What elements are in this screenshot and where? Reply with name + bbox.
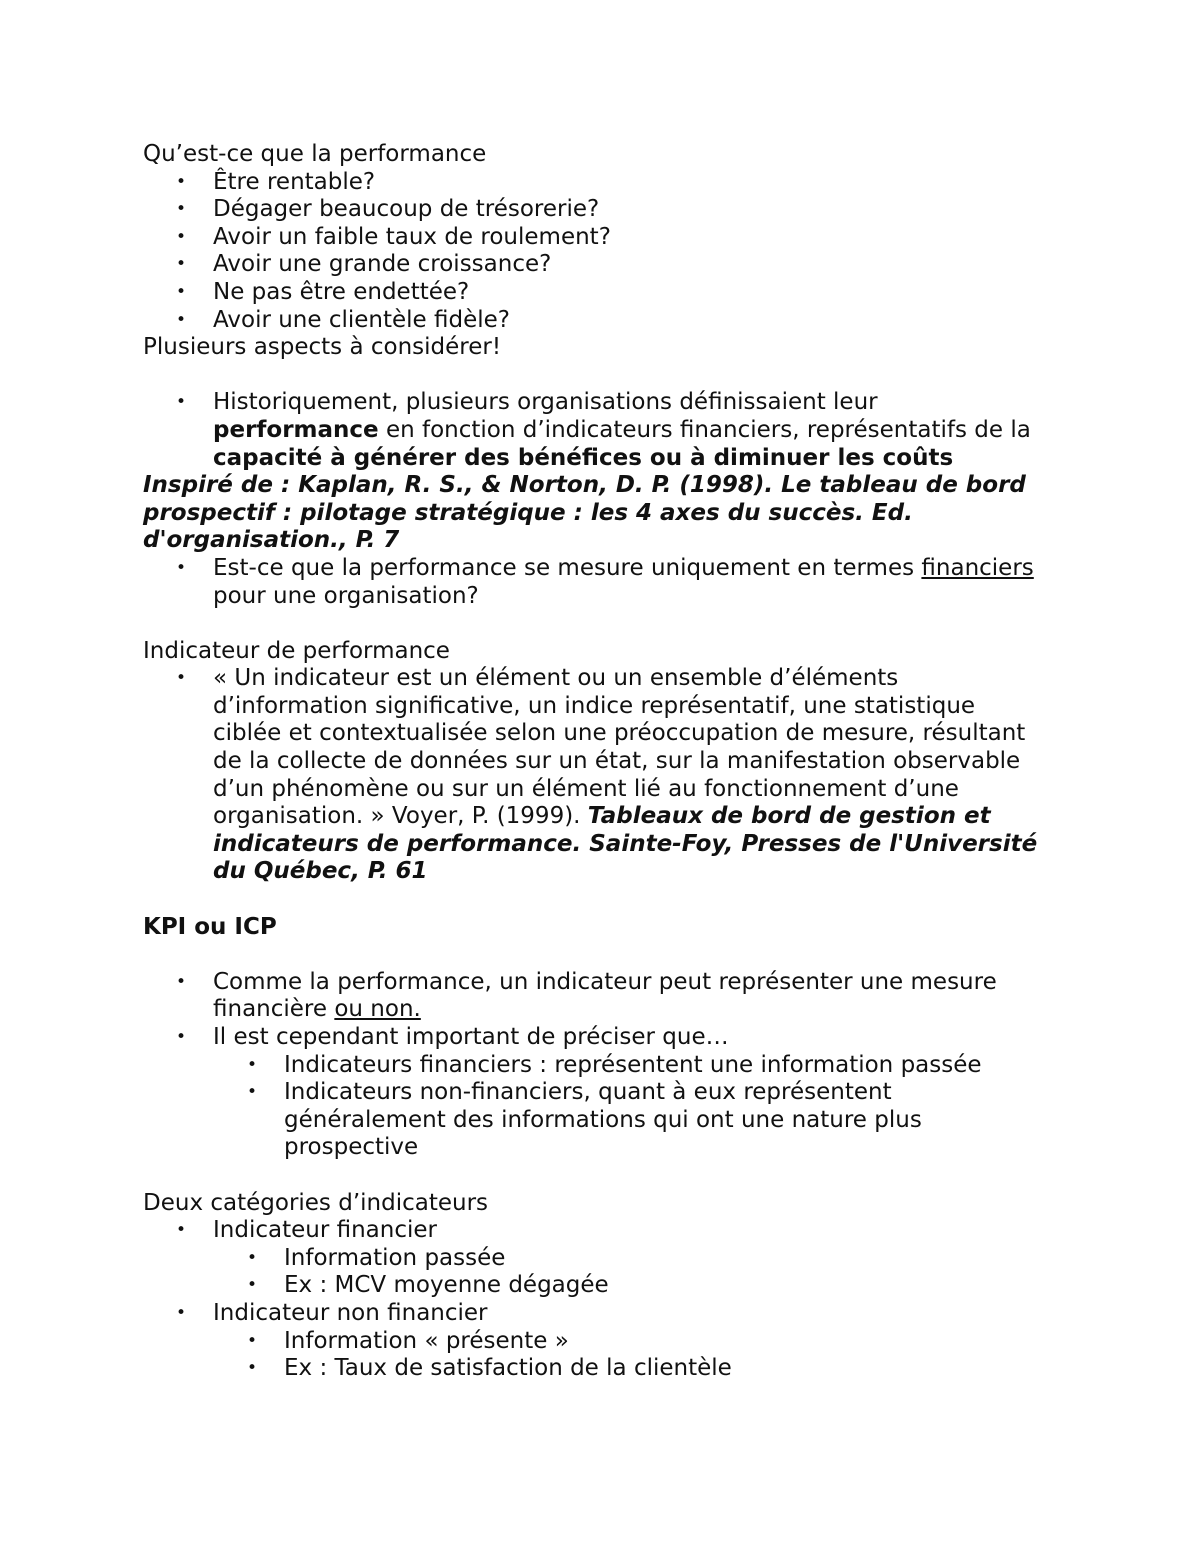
citation-line: Inspiré de : Kaplan, R. S., & Norton, D. P. (1998). Le tableau de bord [143,472,1026,499]
bullet-icon: • [247,1358,258,1379]
bold-term: performance [213,416,379,443]
history-line: performance en fonction d’indicateurs financiers, représentatifs de la [213,416,1031,443]
section-title: Qu’est-ce que la performance [143,141,487,167]
bullet-icon: • [247,1082,258,1103]
quote-line: ciblée et contextualisée selon une préoccupation de mesure, résultant [213,720,1026,747]
sub-list-item: • Ex : Taux de satisfaction de la clientèle [247,1355,732,1382]
bullet-icon: • [176,281,187,302]
bullet-icon: • [247,1275,258,1296]
sub-list-item: • Indicateurs non-financiers, quant à eux représentent [247,1079,892,1106]
bullet-icon: • [176,226,187,247]
blank-line [143,886,1073,914]
sub-list-line: généralement des informations qui ont une nature plus [284,1106,922,1133]
list-item: • Comme la performance, un indicateur peut représenter une mesure [176,968,997,995]
document-body [143,141,1073,1383]
list-item: • Dégager beaucoup de trésorerie? [176,196,600,223]
question-line: pour une organisation? [213,582,479,609]
bullet-icon: • [176,971,187,992]
blank-line [143,941,1073,969]
underlined-phrase: ou non. [334,996,421,1023]
section-title: Indicateur de performance [143,637,450,664]
list-item: • Avoir une grande croissance? [176,251,552,278]
list-item: • Ne pas être endettée? [176,278,470,305]
list-line: financière ou non. [213,996,421,1023]
section-title: KPI ou ICP [143,913,277,940]
list-item: • Avoir une clientèle fidèle? [176,306,511,333]
list-item: • Indicateur financier [176,1217,437,1244]
list-item: • Indicateur non financier [176,1299,488,1326]
section-note: Plusieurs aspects à considérer! [143,334,502,361]
bullet-icon: • [176,1027,187,1047]
bullet-icon: • [176,1220,187,1241]
bullet-icon: • [176,254,187,275]
bullet-icon: • [176,668,187,689]
bullet-icon: • [176,1302,187,1323]
quote-line: de la collecte de données sur un état, sur la manifestation observable [213,748,1021,775]
sub-list-item: • Indicateurs financiers : représentent une information passée [247,1051,982,1078]
underlined-word: financiers [921,554,1034,581]
list-item: • Avoir un faible taux de roulement? [176,223,611,250]
bullet-icon: • [176,557,187,578]
list-item: • Être rentable? [176,168,376,195]
citation-line: d'organisation., P. 7 [143,527,400,554]
bold-phrase: capacité à générer des bénéfices ou à diminuer les coûts [213,444,954,471]
bullet-icon: • [176,171,187,192]
citation-line: du Québec, P. 61 [213,858,428,885]
bullet-icon: • [176,199,187,220]
sub-list-item: • Information « présente » [247,1327,569,1354]
list-item: • Il est cependant important de préciser que… [176,1024,729,1050]
quote-line: organisation. » Voyer, P. (1999). Tableaux de bord de gestion et [213,803,991,830]
sub-list-line: prospective [284,1134,419,1161]
sub-list-item: • Information passée [247,1244,506,1271]
bullet-icon: • [247,1054,258,1075]
blank-line [143,610,1073,638]
bullet-icon: • [176,392,187,413]
section-title: Deux catégories d’indicateurs [143,1189,489,1216]
quote-line: d’information significative, un indice représentatif, une statistique [213,692,976,719]
history-line [143,445,1073,473]
quote-line: d’un phénomène ou sur un élément lié au fonctionnement d’une [213,775,959,802]
history-item: • Historiquement, plusieurs organisations définissaient leur [176,389,878,416]
citation-title: Tableaux de bord de gestion et [587,803,991,830]
blank-line [143,1162,1073,1190]
blank-line [143,362,1073,390]
citation-line: prospectif : pilotage stratégique : les 4 axes du succès. Ed. [143,499,913,526]
question-item: • Est-ce que la performance se mesure uniquement en termes financiers [176,554,1034,581]
bullet-icon: • [247,1247,258,1268]
sub-list-item: • Ex : MCV moyenne dégagée [247,1272,609,1299]
bullet-icon: • [247,1330,258,1351]
quote-item: • « Un indicateur est un élément ou un ensemble d’éléments [176,665,899,692]
citation-line: indicateurs de performance. Sainte-Foy, Presses de l'Université [213,830,1038,857]
bullet-icon: • [176,309,187,330]
